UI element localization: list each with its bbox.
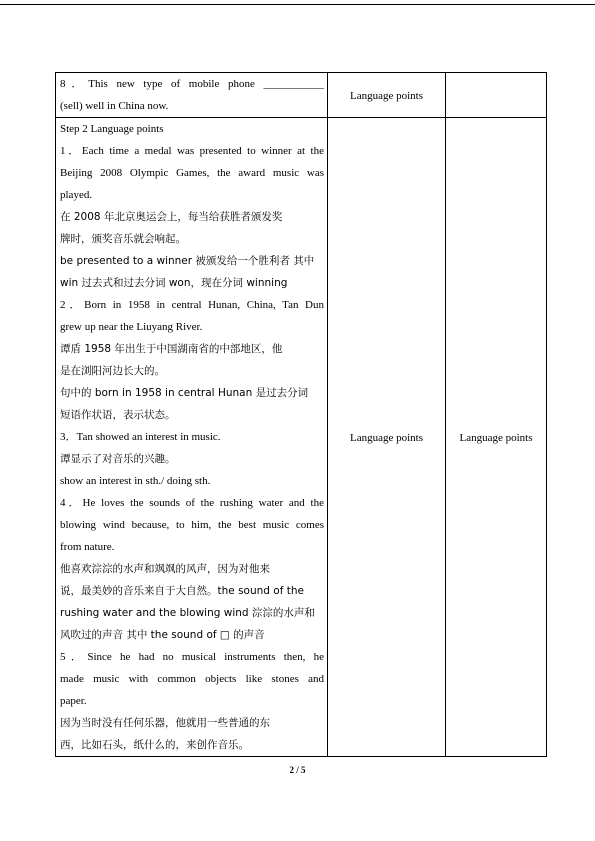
text-line: 2．Born in 1958 in central Hunan, China, Tan Dun [60,299,324,311]
text-line: 3．Tan showed an interest in music. [60,431,221,443]
text-line: paper. [60,695,87,707]
column-language-points-cell [446,118,547,757]
text-line: 句中的 born in 1958 in central Hunan 是过去分词 [60,387,309,399]
language-points-cell [56,118,328,757]
cell-label: Language points [349,432,423,444]
text-line: 西，比如石头，纸什么的，来创作音乐。 [60,739,249,751]
text-line: 8．This new type of mobile phone ___________ [60,78,324,90]
text-line: from nature. [60,541,115,553]
text-line: made music with common objects like stones and [60,673,324,685]
step-heading: Step 2 Language points [60,123,164,135]
text-line: 5．Since he had no musical instruments then, he [60,651,324,663]
page-number: 2 / 5 [289,765,306,775]
text-line: 短语作状语，表示状态。 [60,409,176,421]
text-line: be presented to a winner 被颁发给一个胜利者 其中 [60,255,315,267]
column-empty-cell [446,73,547,118]
text-line: 牌时，颁奖音乐就会响起。 [60,233,186,245]
text-line: win 过去式和过去分词 won，现在分词 winning [60,277,288,289]
header-rule [0,4,595,5]
text-line: (sell) well in China now. [60,100,169,112]
text-line: 谭盾 1958 年出生于中国湖南省的中部地区，他 [60,343,283,355]
text-line: 在 2008 年北京奥运会上，每当给获胜者颁发奖 [60,211,283,223]
text-line: 因为当时没有任何乐器，他就用一些普通的东 [60,717,270,729]
column-language-points-cell [328,118,446,757]
cell-label: Language points [349,90,423,102]
table-row-language-points [56,118,547,757]
text-line: Beijing 2008 Olympic Games, the award music was [60,167,324,179]
text-line: 是在浏阳河边长大的。 [60,365,165,377]
column-language-points-cell [328,73,446,118]
table-row-exercise [56,73,547,118]
text-line: 说，最美妙的音乐来自于大自然。the sound of the [60,585,304,597]
text-line: rushing water and the blowing wind 淙淙的水声和 [60,607,315,619]
text-line: 谭显示了对音乐的兴趣。 [60,453,176,465]
text-line: 4．He loves the sounds of the rushing water and the [60,497,324,509]
text-line: 风吹过的声音 其中 the sound of □ 的声音 [60,629,265,641]
text-line: played. [60,189,93,201]
text-line: blowing wind because, to him, the best music comes [60,519,324,531]
cell-label: Language points [459,432,533,444]
text-line: 1．Each time a medal was presented to winner at the [60,145,324,157]
exercise-cell [56,73,328,118]
lesson-table [55,72,547,757]
text-line: grew up near the Liuyang River. [60,321,203,333]
text-line: show an interest in sth./ doing sth. [60,475,211,487]
text-line: 他喜欢淙淙的水声和飒飒的风声，因为对他来 [60,563,270,575]
